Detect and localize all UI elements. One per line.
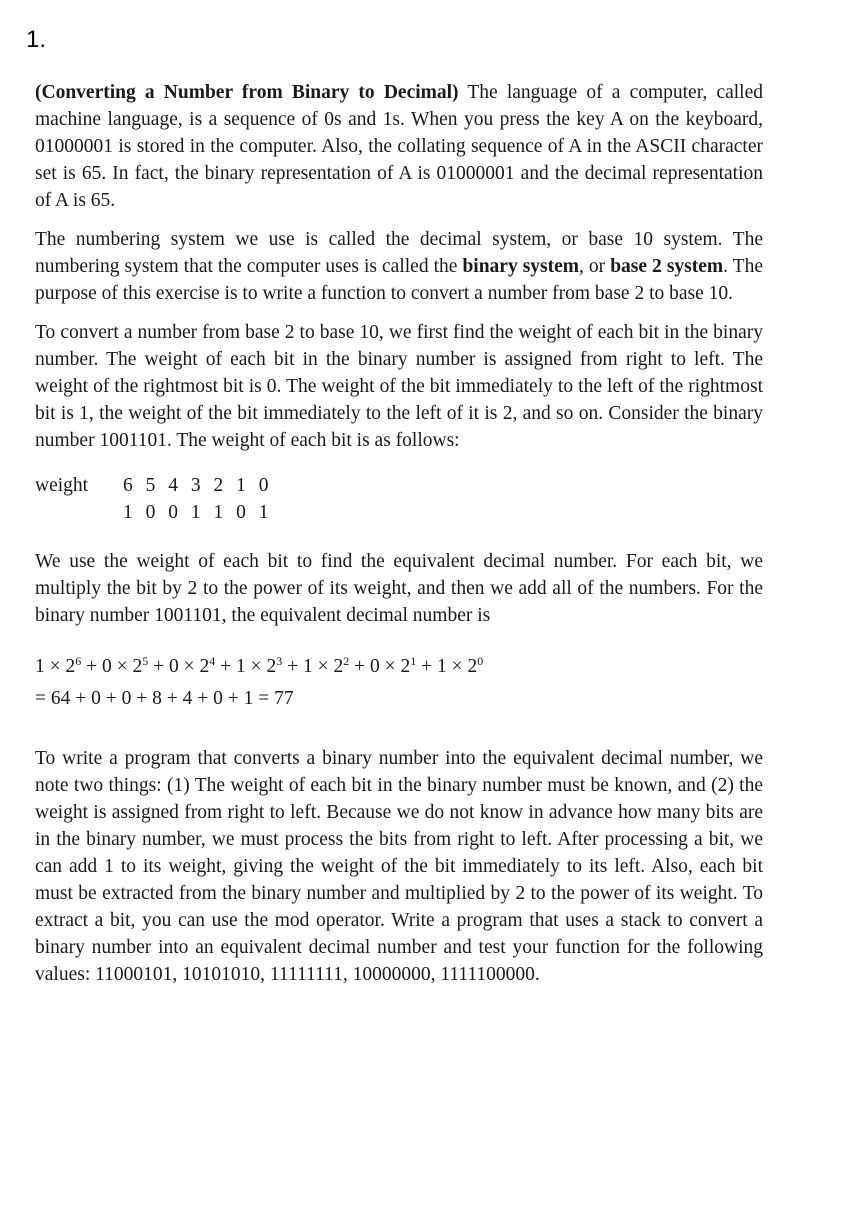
base2-system-term: base 2 system: [610, 256, 724, 277]
p2-text-a: The numbering system we use is called the decimal system, or base 10 system. The numbering system that the computer uses is called the: [35, 229, 763, 277]
term-5: + $1 \times 2^2$: [282, 654, 350, 677]
term-7: + $1 \times 2^0$: [416, 654, 484, 677]
term-6: + $0 \times 2^1$: [349, 654, 417, 677]
numbering-system-paragraph: [35, 226, 763, 307]
formula-line-2: = 64 + 0 + 0 + 8 + 4 + 0 + 1 = 77: [35, 688, 294, 709]
intro-text: The language of a computer, called machine language, is a sequence of 0s and 1s. When you press the key A on the keyboard, 01000001 is stored in the computer. Also, the collating sequence of A in the ASCII character set is 65. In fact, the binary representation of A is 01000001 and the decimal representation of A is 65.: [35, 82, 764, 211]
p2-text-b: , or: [579, 256, 611, 277]
bit-digits: 1 0 0 1 1 0 1: [123, 502, 273, 523]
intro-paragraph: [35, 79, 763, 214]
term-4: + $1 \times 2^3$: [215, 654, 283, 677]
problem-number: 1.: [26, 26, 47, 53]
exercise-title: (Converting a Number from Binary to Decimal): [35, 82, 459, 103]
formula-line-1: [35, 651, 763, 683]
weight-explanation-paragraph: To convert a number from base 2 to base 10, we first find the weight of each bit in the binary number. The weight of each bit in the binary number is assigned from right to left. The weight of the rightmost bit is 0. The weight of the bit immediately to the left of the rightmost bit is 1, the weight of the bit immediately to the left of it is 2, and so on. Consider the binary number 1001101. The weight of each bit is as follows:: [35, 322, 763, 451]
bits-row: [35, 499, 763, 526]
term-2: + $0 \times 2^5$: [81, 654, 149, 677]
weight-label: weight: [35, 475, 89, 496]
program-instructions-paragraph: To write a program that converts a binary number into the equivalent decimal number, we note two things: (1) The weight of each bit in the binary number must be known, and (2) the weight is assigned from right to left. Because we do not know in advance how many bits are in the binary number, we must process the bits from right to left. After processing a bit, we can add 1 to its weight, giving the weight of the bit immediately to its left. Also, each bit must be extracted from the binary number and multiplied by 2 to the power of its weight. To extract a bit, you can use the mod operator. Write a program that uses a stack to convert a binary number into an equivalent decimal number and test your function for the following values: 11000101, 10101010, 11111111, 10000000, 1111100000.: [35, 748, 763, 985]
binary-system-term: binary system: [462, 256, 580, 277]
term-3: + $0 \times 2^4$: [148, 654, 216, 677]
document-body: [35, 79, 763, 1000]
term-1: $1 \times 2^6$: [35, 654, 82, 677]
formula: [35, 651, 763, 715]
weight-digits: 6 5 4 3 2 1 0: [123, 475, 273, 496]
weight-row: [35, 472, 763, 499]
p2-text-c: . The purpose of this exercise is to write a function to convert a number from base 2 to base 10.: [35, 256, 763, 304]
multiply-paragraph: We use the weight of each bit to find the equivalent decimal number. For each bit, we multiply the bit by 2 to the power of its weight, and then we add all of the numbers. For the binary number 1001101, the equivalent decimal number is: [35, 551, 763, 626]
weight-table: [35, 472, 763, 526]
